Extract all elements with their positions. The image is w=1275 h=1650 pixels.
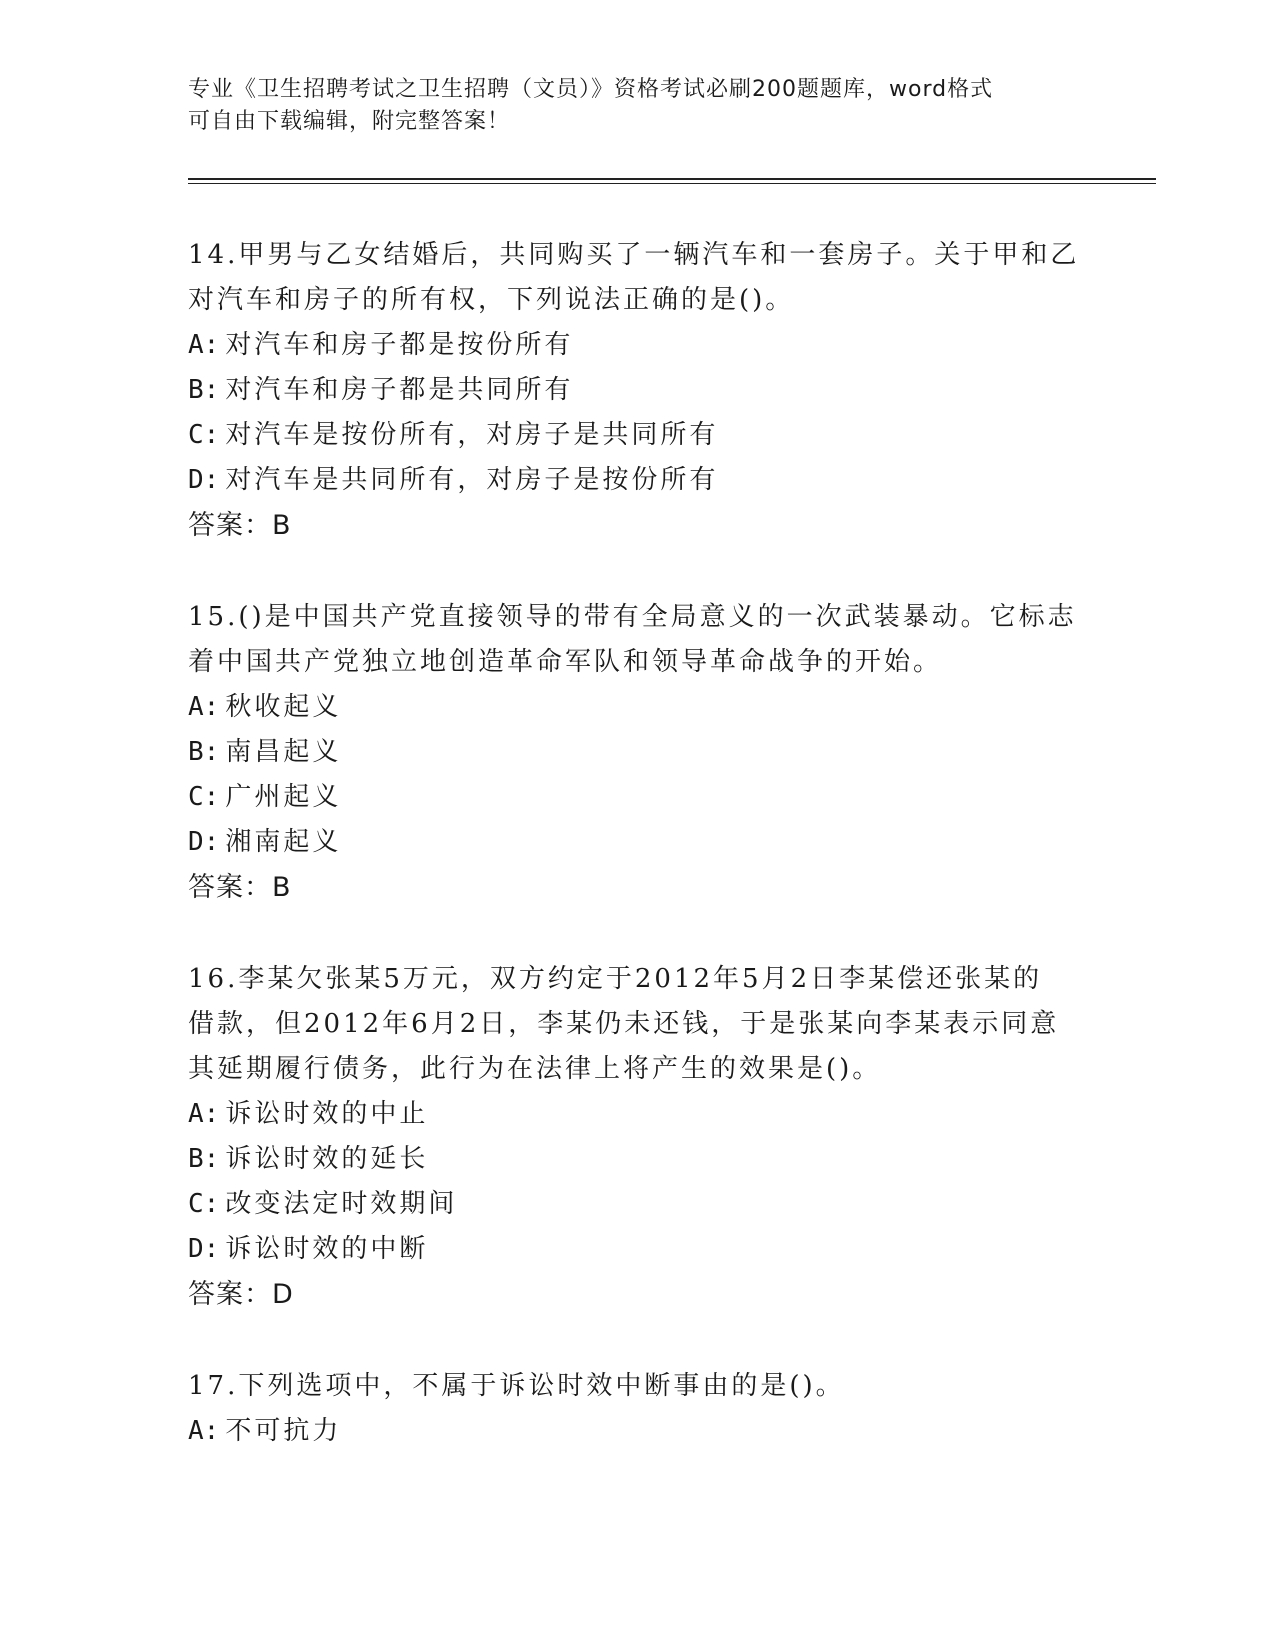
option-c [188,413,1148,458]
question-14 [188,233,1148,549]
header-line-1: 专业《卫生招聘考试之卫生招聘（文员）》资格考试必刷200题题库，word格式 [188,77,994,102]
option-text: 不可抗力 [225,1416,342,1446]
option-text: 对汽车和房子都是共同所有 [225,375,574,405]
question-16 [188,957,1148,1318]
option-d [188,820,1148,865]
option-text: 秋收起义 [225,692,342,722]
question-text-line: 着中国共产党独立地创造革命军队和领导革命战争的开始。 [188,647,943,677]
question-text-line: 14.甲男与乙女结婚后，共同购买了一辆汽车和一套房子。关于甲和乙 [188,240,1080,270]
option-d [188,1227,1148,1272]
question-15 [188,595,1148,911]
option-b [188,368,1148,413]
question-text-line: 15.()是中国共产党直接领导的带有全局意义的一次武装暴动。它标志 [188,602,1077,632]
option-letter: D: [188,465,220,495]
option-a [188,1092,1148,1137]
option-text: 改变法定时效期间 [225,1189,458,1219]
header-divider-thin [188,183,1156,184]
option-letter: D: [188,1234,220,1264]
option-text: 广州起义 [225,782,342,812]
option-c [188,1182,1148,1227]
option-text: 对汽车是按份所有，对房子是共同所有 [225,420,719,450]
answer-line: 答案：D [188,1279,294,1310]
option-a [188,685,1148,730]
option-letter: C: [188,420,220,450]
option-text: 诉讼时效的延长 [225,1144,429,1174]
option-text: 南昌起义 [225,737,342,767]
question-text-line: 17.下列选项中，不属于诉讼时效中断事由的是()。 [188,1371,845,1401]
option-letter: B: [188,737,220,767]
question-text-line: 其延期履行债务，此行为在法律上将产生的效果是()。 [188,1054,882,1084]
question-17 [188,1364,1148,1454]
option-a [188,323,1148,368]
option-text: 湘南起义 [225,827,342,857]
option-letter: D: [188,827,220,857]
option-letter: A: [188,1416,220,1446]
option-letter: B: [188,375,220,405]
option-text: 对汽车是共同所有，对房子是按份所有 [225,465,719,495]
option-a [188,1409,1148,1454]
question-text-line: 16.李某欠张某5万元，双方约定于2012年5月2日李某偿还张某的 [188,964,1043,994]
option-letter: A: [188,330,220,360]
option-text: 对汽车和房子都是按份所有 [225,330,574,360]
option-text: 诉讼时效的中止 [225,1099,429,1129]
option-b [188,730,1148,775]
question-text-line: 对汽车和房子的所有权，下列说法正确的是()。 [188,285,795,315]
option-letter: C: [188,1189,220,1219]
question-text-line: 借款，但2012年6月2日，李某仍未还钱，于是张某向李某表示同意 [188,1009,1060,1039]
answer-line: 答案：B [188,872,292,903]
option-letter: A: [188,692,220,722]
document-header [188,74,1088,138]
option-text: 诉讼时效的中断 [225,1234,429,1264]
answer-line: 答案：B [188,510,292,541]
option-b [188,1137,1148,1182]
option-letter: C: [188,782,220,812]
option-letter: A: [188,1099,220,1129]
option-letter: B: [188,1144,220,1174]
header-divider-thick [188,178,1156,180]
option-c [188,775,1148,820]
option-d [188,458,1148,503]
header-line-2: 可自由下载编辑，附完整答案！ [188,109,511,134]
question-list [188,233,1148,1500]
